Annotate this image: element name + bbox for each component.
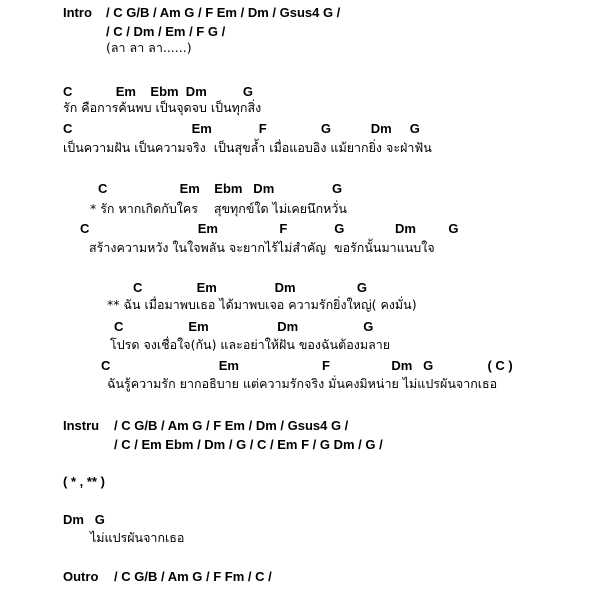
verse2-chords-2: C Em F G Dm G: [80, 221, 459, 236]
chorus-lyric-3: ฉันรู้ความรัก ยากอธิบาย แต่ความรักจริง มั่นคงมิหน่าย ไม่แปรผันจากเธอ: [107, 376, 498, 391]
intro-chords-line-1: / C G/B / Am G / F Em / Dm / Gsus4 G /: [106, 5, 341, 20]
instru-label: Instru: [63, 418, 100, 433]
repeat-marker: ( * , ** ): [63, 474, 105, 489]
intro-chords-line-2: / C / Dm / Em / F G /: [106, 24, 226, 39]
verse1-lyric-2: เป็นความฝัน เป็นความจริง เป็นสุขล้ำ เมื่อแอบอิง แม้ยากยิ่ง จะฝ่าฟัน: [63, 140, 432, 155]
outro-chords-line-1: / C G/B / Am G / F Fm / C /: [114, 569, 272, 584]
verse1-lyric-1: รัก คือการค้นพบ เป็นจุดจบ เป็นทุกสิ่ง: [63, 100, 262, 115]
chorus-lyric-1: ** ฉัน เมื่อมาพบเธอ ได้มาพบเจอ ความรักยิ่งใหญ่( คงมั่น): [107, 297, 417, 312]
outro-label: Outro: [63, 569, 99, 584]
intro-humming: (ลา ลา ลา......): [106, 40, 192, 55]
tag-chords: Dm G: [63, 512, 105, 527]
chorus-chords-2: C Em Dm G: [114, 319, 374, 334]
verse2-chords-1: C Em Ebm Dm G: [98, 181, 343, 196]
instru-chords-line-2: / C / Em Ebm / Dm / G / C / Em F / G Dm / G /: [114, 437, 383, 452]
instru-chords-line-1: / C G/B / Am G / F Em / Dm / Gsus4 G /: [114, 418, 349, 433]
verse2-lyric-1: * รัก หากเกิดกับใคร สุขทุกข์ใด ไม่เคยนึกหวั่น: [90, 201, 347, 216]
verse1-chords-2: C Em F G Dm G: [63, 121, 420, 136]
chorus-chords-3: C Em F Dm G ( C ): [101, 358, 513, 373]
chorus-chords-1: C Em Dm G: [133, 280, 368, 295]
chorus-lyric-2: โปรด จงเชื่อใจ(กัน) และอย่าให้ฝัน ของฉันต้องมลาย: [110, 337, 391, 352]
intro-label: Intro: [63, 5, 92, 20]
verse1-chords-1: C Em Ebm Dm G: [63, 84, 253, 99]
verse2-lyric-2: สร้างความหวัง ในใจพลัน จะยากไร้ไม่สำคัญ ขอรักนั้นมาแนบใจ: [89, 240, 435, 255]
tag-lyric: ไม่แปรผันจากเธอ: [90, 530, 185, 545]
